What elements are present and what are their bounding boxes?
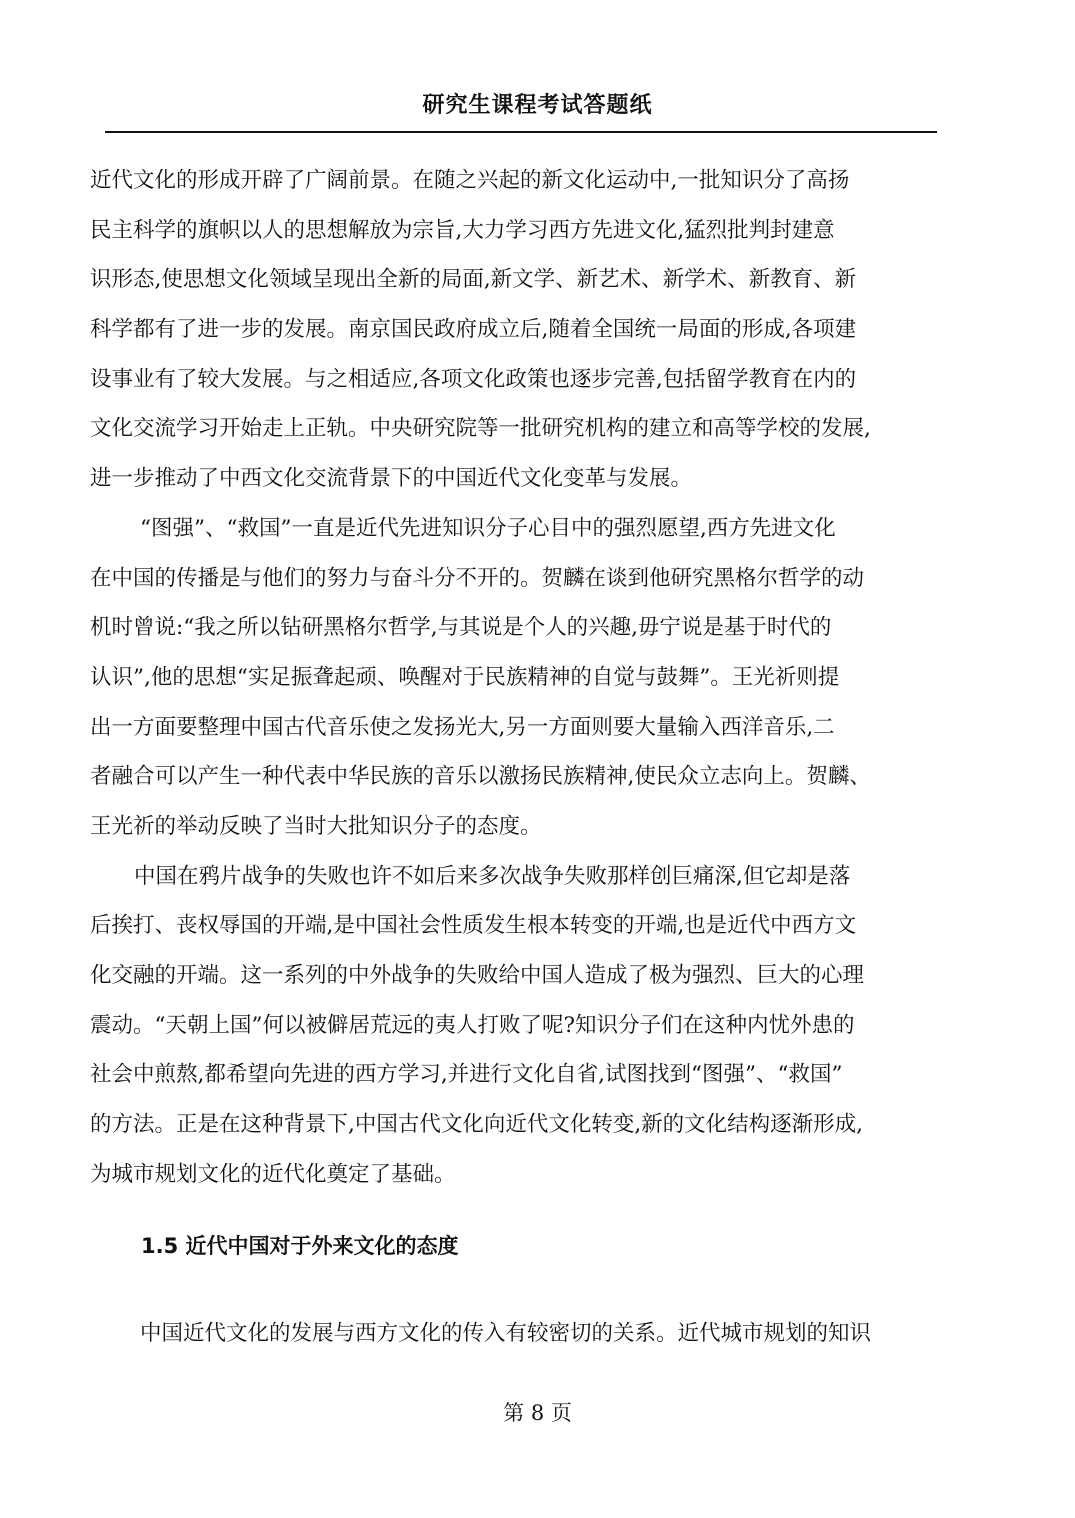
paragraph-2-line: 者融合可以产生一种代表中华民族的音乐以激扬民族精神,使民众立志向上。贺麟、 [90, 764, 871, 790]
page-header-title: 研究生课程考试答题纸 [422, 93, 653, 118]
paragraph-3-line: 中国在鸦片战争的失败也许不如后来多次战争失败那样创巨痛深,但它却是落 [134, 863, 851, 889]
paragraph-3-line: 震动。“天朝上国”何以被僻居荒远的夷人打败了呢?知识分子们在这种内忧外患的 [90, 1012, 855, 1038]
header-rule [105, 131, 937, 133]
paragraph-3-line: 社会中煎熬,都希望向先进的西方学习,并进行文化自省,试图找到“图强”、“救国” [90, 1062, 843, 1088]
paragraph-2-line: 出一方面要整理中国古代音乐使之发扬光大,另一方面则要大量输入西洋音乐,二 [90, 714, 835, 740]
paragraph-2-line: “图强”、“救国”一直是近代先进知识分子心目中的强烈愿望,西方先进文化 [140, 515, 836, 541]
paragraph-3-line: 的方法。正是在这种背景下,中国古代文化向近代文化转变,新的文化结构逐渐形成, [90, 1112, 864, 1138]
paragraph-1-line: 识形态,使思想文化领域呈现出全新的局面,新文学、新艺术、新学术、新教育、新 [90, 267, 857, 293]
paragraph-3-line: 为城市规划文化的近代化奠定了基础。 [90, 1161, 456, 1187]
paragraph-1-line: 民主科学的旗帜以人的思想解放为宗旨,大力学习西方先进文化,猛烈批判封建意 [90, 217, 835, 243]
paragraph-1-line: 设事业有了较大发展。与之相适应,各项文化政策也逐步完善,包括留学教育在内的 [90, 366, 857, 392]
body-text [90, 156, 990, 1199]
paragraph-2-line: 王光祈的举动反映了当时大批知识分子的态度。 [90, 813, 542, 839]
paragraph-1-line: 近代文化的形成开辟了广阔前景。在随之兴起的新文化运动中,一批知识分了高扬 [90, 168, 850, 193]
page-number: 第 8 页 [503, 1401, 572, 1425]
paragraph-1-line: 科学都有了进一步的发展。南京国民政府成立后,随着全国统一局面的形成,各项建 [90, 317, 857, 343]
paragraph-2-line: 在中国的传播是与他们的努力与奋斗分不开的。贺麟在谈到他研究黑格尔哲学的动 [90, 565, 865, 591]
section-heading: 1.5 近代中国对于外来文化的态度 [141, 1234, 459, 1258]
paragraph-3-line: 后挨打、丧权辱国的开端,是中国社会性质发生根本转变的开端,也是近代中西方文 [90, 913, 857, 939]
section-first-line: 中国近代文化的发展与西方文化的传入有较密切的关系。近代城市规划的知识 [140, 1321, 872, 1346]
paragraph-3-line: 化交融的开端。这一系列的中外战争的失败给中国人造成了极为强烈、巨大的心理 [90, 963, 865, 988]
paragraph-2-line: 认识”,他的思想“实足振聋起顽、唤醒对于民族精神的自觉与鼓舞”。王光祈则提 [90, 664, 840, 690]
paragraph-2-line: 机时曾说:“我之所以钻研黑格尔哲学,与其说是个人的兴趣,毋宁说是基于时代的 [90, 615, 832, 641]
paragraph-1-line: 进一步推动了中西文化交流背景下的中国近代文化变革与发展。 [90, 466, 693, 492]
paragraph-1-line: 文化交流学习开始走上正轨。中央研究院等一批研究机构的建立和高等学校的发展, [90, 416, 871, 442]
